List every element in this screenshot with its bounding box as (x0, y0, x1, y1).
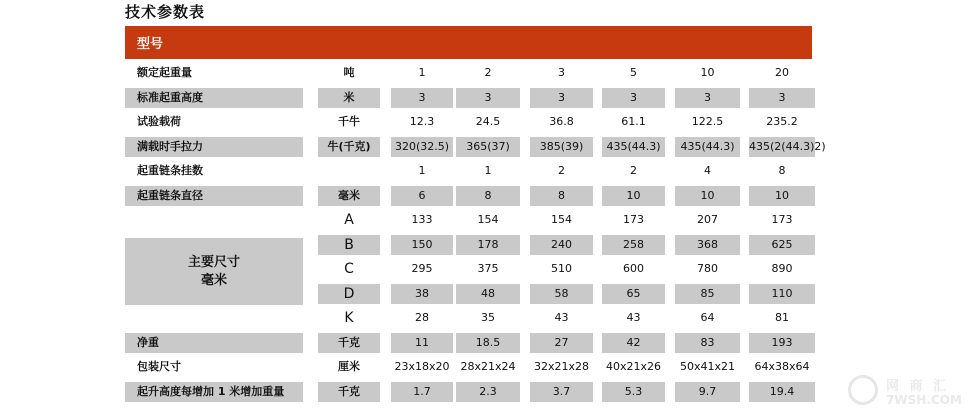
dimension-letter: D (318, 284, 380, 304)
value-cell: 435(2(44.3)2) (749, 137, 815, 157)
value-cell: 8 (530, 186, 593, 206)
value-cell: 1 (484, 164, 492, 177)
value-cell: 48 (456, 284, 520, 304)
value-cell: 27 (530, 333, 593, 353)
dimension-letter: K (344, 310, 354, 326)
value-cell: 122.5 (691, 115, 724, 128)
value-cell: 780 (697, 262, 718, 275)
value-cell: 3 (456, 88, 520, 108)
value-cell: 43 (626, 311, 641, 324)
value-cell: 173 (623, 213, 644, 226)
value-cell: 65 (602, 284, 665, 304)
model-label: 型号 (137, 37, 164, 52)
row-unit: 牛(千克) (318, 137, 380, 157)
row-label: 满载时手拉力 (125, 137, 303, 157)
value-cell: 3 (749, 88, 815, 108)
value-cell: 1.7 (391, 382, 453, 402)
value-cell: 385(39) (530, 137, 593, 157)
value-cell: 85 (675, 284, 740, 304)
value-cell: 58 (530, 284, 593, 304)
value-cell: 890 (771, 262, 793, 275)
value-cell: 9.7 (675, 382, 740, 402)
dimension-letter: C (344, 261, 354, 277)
value-cell: 23x18x20 (394, 360, 450, 373)
value-cell: 178 (456, 235, 520, 255)
value-cell: 150 (391, 235, 453, 255)
row-unit: 毫米 (318, 186, 380, 206)
watermark-logo-icon (848, 375, 878, 405)
watermark (848, 373, 968, 413)
main-dimensions-title: 主要尺寸 (187, 254, 240, 270)
value-cell: 240 (530, 235, 593, 255)
table-row (125, 135, 826, 160)
table-row (125, 159, 815, 184)
row-label: 起升高度每增加 1 米增加重量 (125, 382, 303, 402)
value-cell: 8 (456, 186, 520, 206)
spec-table (125, 61, 826, 404)
value-cell: 193 (749, 333, 815, 353)
value-cell: 35 (481, 311, 495, 324)
row-label: 试验载荷 (137, 115, 181, 128)
value-cell: 61.1 (621, 115, 646, 128)
value-cell: 2 (484, 66, 492, 79)
value-cell: 38 (391, 284, 453, 304)
value-cell: 36.8 (549, 115, 574, 128)
value-cell: 5.3 (602, 382, 665, 402)
value-cell: 3 (675, 88, 740, 108)
value-cell: 83 (675, 333, 740, 353)
value-cell: 173 (771, 213, 793, 226)
row-label: 净重 (125, 333, 303, 353)
model-header-bar (125, 26, 812, 59)
value-cell: 18.5 (456, 333, 520, 353)
main-dimensions-label (125, 238, 303, 305)
table-row (125, 61, 815, 86)
value-cell: 1 (418, 164, 426, 177)
table-row (125, 306, 815, 331)
row-unit: 千克 (318, 333, 380, 353)
row-label: 起重链条挂数 (137, 164, 203, 177)
value-cell: 5 (630, 66, 637, 79)
watermark-domain: 7WSH.COM (886, 393, 962, 407)
value-cell: 81 (775, 311, 789, 324)
value-cell: 600 (623, 262, 644, 275)
value-cell: 154 (551, 213, 572, 226)
table-row (125, 355, 815, 380)
value-cell: 11 (391, 333, 453, 353)
value-cell: 2.3 (456, 382, 520, 402)
value-cell: 28x21x24 (460, 360, 516, 373)
value-cell: 154 (477, 213, 499, 226)
value-cell: 10 (749, 186, 815, 206)
value-cell: 43 (554, 311, 569, 324)
main-dimensions-unit: 毫米 (200, 272, 227, 288)
value-cell: 435(44.3) (675, 137, 740, 157)
row-unit (318, 161, 380, 181)
value-cell: 28 (415, 311, 429, 324)
value-cell: 3 (558, 66, 565, 79)
value-cell: 32x21x28 (533, 360, 589, 373)
value-cell: 375 (477, 262, 499, 275)
value-cell: 625 (749, 235, 815, 255)
value-cell: 258 (602, 235, 665, 255)
row-unit: 吨 (343, 66, 355, 79)
value-cell: 2 (630, 164, 637, 177)
row-label: 额定起重量 (137, 66, 192, 79)
row-unit: 米 (318, 88, 380, 108)
value-cell: 3 (602, 88, 665, 108)
table-row (125, 331, 815, 356)
dimension-letter: A (344, 212, 354, 228)
value-cell: 3.7 (530, 382, 593, 402)
watermark-text: 网 商 汇 (886, 379, 950, 394)
value-cell: 42 (602, 333, 665, 353)
value-cell: 3 (530, 88, 593, 108)
table-row (125, 86, 815, 111)
dimension-letter: B (318, 235, 380, 255)
value-cell: 235.2 (766, 115, 798, 128)
value-cell: 10 (700, 66, 715, 79)
value-cell: 6 (391, 186, 453, 206)
value-cell: 510 (551, 262, 572, 275)
row-unit: 千克 (318, 382, 380, 402)
table-row (125, 110, 815, 135)
row-label: 包装尺寸 (137, 360, 181, 373)
page-title: 技术参数表 (125, 3, 206, 21)
value-cell: 50x41x21 (679, 360, 735, 373)
value-cell: 10 (602, 186, 665, 206)
value-cell: 435(44.3) (602, 137, 665, 157)
row-label: 标准起重高度 (125, 88, 303, 108)
row-unit: 千牛 (338, 115, 360, 128)
value-cell: 10 (675, 186, 740, 206)
value-cell: 2 (558, 164, 565, 177)
value-cell: 368 (675, 235, 740, 255)
value-cell: 40x21x26 (605, 360, 661, 373)
table-row (125, 208, 815, 233)
value-cell: 320(32.5) (391, 137, 453, 157)
value-cell: 8 (778, 164, 786, 177)
value-cell: 24.5 (475, 115, 501, 128)
row-unit: 厘米 (338, 360, 360, 373)
value-cell: 133 (411, 213, 433, 226)
row-label: 起重链条直径 (125, 186, 303, 206)
value-cell: 3 (391, 88, 453, 108)
value-cell: 12.3 (409, 115, 435, 128)
table-row (125, 380, 815, 405)
value-cell: 110 (749, 284, 815, 304)
value-cell: 4 (704, 164, 711, 177)
value-cell: 295 (411, 262, 433, 275)
value-cell: 19.4 (749, 382, 815, 402)
value-cell: 1 (418, 66, 426, 79)
value-cell: 365(37) (456, 137, 520, 157)
value-cell: 207 (697, 213, 718, 226)
value-cell: 20 (775, 66, 789, 79)
value-cell: 64 (700, 311, 715, 324)
table-row (125, 184, 815, 209)
value-cell: 64x38x64 (754, 360, 810, 373)
